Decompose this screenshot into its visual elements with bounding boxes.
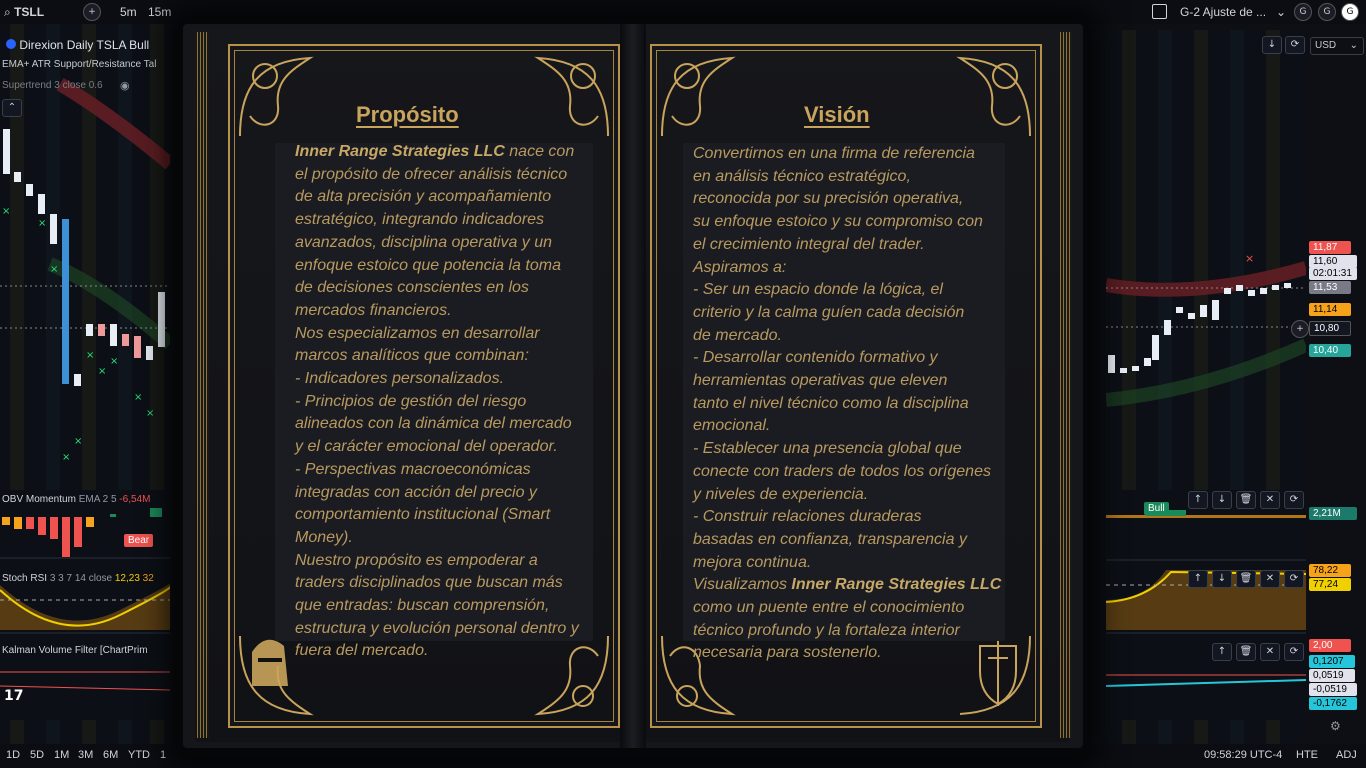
right-text-line [693, 279, 1005, 302]
obv-pane-title[interactable]: OBV Momentum EMA 2 5 -6,54M [2, 494, 151, 505]
line-text: técnico profundo y la fortaleza interior [693, 621, 960, 639]
left-text-line [295, 345, 595, 368]
instrument-title[interactable]: Direxion Daily TSLA Bull [6, 38, 149, 52]
price-tag-orange: 11,14 [1309, 303, 1351, 316]
line-text: avanzados, disciplina operativa y un [295, 233, 553, 251]
interval-15m[interactable]: 15m [148, 5, 172, 19]
book-spine [620, 24, 646, 748]
left-text-line [295, 482, 595, 505]
range-1m[interactable]: 1M [54, 749, 70, 761]
price-tag-mid: 11,53 [1309, 281, 1351, 294]
vision-text [693, 143, 1005, 665]
right-text-line [693, 188, 1005, 211]
line-text: - Construir relaciones duraderas [693, 508, 922, 526]
left-text-line [295, 595, 595, 618]
line-text: - Desarrollar contenido formativo y [693, 349, 938, 367]
left-text-line [295, 550, 595, 573]
kalman-pane-title[interactable]: Kalman Volume Filter [ChartPrim [2, 645, 148, 656]
right-text-line [693, 347, 1005, 370]
layout-select[interactable]: G-2 Ajuste de ... [1180, 5, 1267, 19]
stoch-move-down-icon[interactable]: ↓ [1212, 570, 1232, 588]
line-text: - Establecer una presencia global que [693, 440, 962, 458]
range-more[interactable]: 1 [160, 749, 167, 761]
right-text-line [693, 211, 1005, 234]
line-text: emocional. [693, 417, 771, 435]
line-text: Aspiramos a: [693, 258, 787, 276]
line-text: Convertirnos en una firma de referencia [693, 145, 975, 162]
svg-text:×: × [98, 366, 107, 377]
left-text-line [295, 368, 595, 391]
move-down-icon[interactable]: ↓ [1212, 491, 1232, 509]
vision-heading: Visión [804, 102, 870, 127]
layout-chevron-icon[interactable]: ⌄ [1276, 5, 1287, 19]
line-text: mercados financieros. [295, 301, 452, 319]
left-text-line [295, 323, 595, 346]
left-text-line [295, 255, 595, 278]
line-text: mejora continua. [693, 553, 812, 571]
eye-icon[interactable]: ◉ [120, 79, 130, 92]
trash-icon[interactable]: 🗑 [1236, 491, 1256, 509]
line-text: y niveles de experiencia. [693, 485, 869, 503]
right-text-line [693, 302, 1005, 325]
right-text-line [693, 461, 1005, 484]
right-text-line [693, 166, 1005, 189]
left-text-line [295, 300, 595, 323]
right-text-line [693, 393, 1005, 416]
line-text: estratégico, integrando indicadores [295, 211, 545, 229]
interval-5m[interactable]: 5m [120, 5, 137, 19]
knight-helmet-icon [252, 640, 288, 686]
search-icon: ⌕ [4, 5, 11, 19]
line-text: nace con [504, 143, 575, 160]
range-1d[interactable]: 1D [6, 749, 21, 761]
price-tag-high: 11,87 [1309, 241, 1351, 254]
left-text-line [295, 164, 595, 187]
stoch-move-up-icon[interactable]: ↑ [1188, 570, 1208, 588]
kalman-tag-1: 2,00 [1309, 639, 1351, 652]
line-text: y el carácter emocional del operador. [295, 438, 558, 456]
move-up-icon[interactable]: ↑ [1188, 491, 1208, 509]
kalman-tag-4: -0,0519 [1309, 683, 1357, 696]
instrument-logo-icon [6, 39, 16, 49]
kalman-tag-3: 0,0519 [1309, 669, 1355, 682]
purpose-heading: Propósito [356, 102, 459, 127]
range-5d[interactable]: 5D [30, 749, 45, 761]
chevron-down-icon: ⌄ [1349, 40, 1358, 51]
range-6m[interactable]: 6M [103, 749, 119, 761]
line-text: Money). [295, 528, 353, 546]
line-text: - Perspectivas macroeconómicas [295, 460, 531, 478]
right-text-line [693, 552, 1005, 575]
svg-text:×: × [38, 218, 47, 229]
stoch-tag-d: 77,24 [1309, 578, 1351, 591]
avatar-1[interactable]: G [1294, 3, 1312, 21]
line-text: el propósito de ofrecer análisis técnico [295, 165, 568, 183]
line-text: reconocida por su precisión operativa, [693, 190, 964, 208]
kalman-collapse-icon[interactable]: ✕ [1260, 643, 1280, 661]
right-text-line [693, 325, 1005, 348]
purpose-text [295, 141, 595, 663]
svg-text:×: × [146, 408, 155, 419]
compare-add-icon[interactable]: + [83, 3, 101, 21]
line-text: conecte con traders de todos los orígenes [693, 462, 991, 480]
line-text: que entradas: buscan comprensión, [295, 597, 550, 615]
adjust-toggle[interactable]: ADJ [1336, 749, 1357, 761]
left-text-line [295, 209, 595, 232]
company-name: Inner Range Strategies LLC [295, 143, 505, 160]
currency-select[interactable]: USD ⌄ [1310, 37, 1364, 55]
left-text-line [295, 640, 595, 663]
line-text: el crecimiento integral del trader. [693, 235, 925, 253]
line-text: de decisiones conscientes en los [295, 279, 529, 297]
stoch-collapse-icon[interactable]: ✕ [1260, 570, 1280, 588]
stoch-trash-icon[interactable]: 🗑 [1236, 570, 1256, 588]
svg-text:×: × [2, 206, 11, 217]
kalman-tag-2: 0,1207 [1309, 655, 1355, 668]
company-name: Inner Range Strategies LLC [791, 576, 1002, 594]
right-text-line [693, 415, 1005, 438]
collapse-chevron-icon[interactable]: ⌃ [2, 99, 22, 117]
line-text: Nuestro propósito es empoderar a [295, 551, 538, 569]
symbol-search[interactable]: ⌕ TSLL [4, 5, 45, 19]
line-text: como un puente entre el conocimiento [693, 599, 965, 617]
right-text-line [693, 574, 1005, 597]
add-alert-plus-icon[interactable]: + [1291, 320, 1309, 338]
line-text: criterio y la calma guíen cada decisión [693, 303, 965, 321]
svg-text:×: × [74, 436, 83, 447]
left-text-line [295, 618, 595, 641]
line-text: traders disciplinados que buscan más [295, 574, 563, 592]
right-indicator-panes [1106, 490, 1306, 720]
right-text-line [693, 234, 1005, 257]
left-text-line [295, 436, 595, 459]
price-tag-crosshair: 10,80 [1309, 321, 1351, 336]
right-text-line [693, 484, 1005, 507]
avatar-2[interactable]: G [1318, 3, 1336, 21]
stoch-tag-k: 78,22 [1309, 564, 1351, 577]
line-text: estructura y evolución personal dentro y [295, 619, 579, 637]
bull-label: Bull [1144, 502, 1169, 515]
left-text-line [295, 232, 595, 255]
indicator-supertrend[interactable]: Supertrend 3 close 0.6 [2, 80, 103, 91]
kalman-tag-5: -0,1762 [1309, 697, 1357, 710]
indicator-ema-atr[interactable]: EMA+ ATR Support/Resistance Tal [2, 59, 157, 70]
line-text: basadas en confianza, transparencia y [693, 530, 967, 548]
left-text-line [295, 391, 595, 414]
line-text: marcos analíticos que combinan: [295, 347, 529, 365]
line-prefix: Visualizamos [693, 576, 792, 594]
arrow-down-icon[interactable]: ↓ [1262, 36, 1282, 54]
session-toggle[interactable]: HTE [1296, 749, 1318, 761]
line-text: de mercado. [693, 326, 782, 344]
line-text: su enfoque estoico y su compromiso con [693, 213, 983, 231]
right-text-line [693, 370, 1005, 393]
countdown-tag: 02:01:31 [1309, 267, 1357, 280]
avatar-3[interactable]: G [1341, 3, 1359, 21]
layout-square-icon[interactable] [1152, 4, 1167, 19]
line-text: comportamiento institucional (Smart [295, 506, 551, 524]
stoch-rsi-pane-title[interactable]: Stoch RSI 3 3 7 14 close 12,23 32 [2, 573, 154, 584]
line-text: Nos especializamos en desarrollar [295, 324, 540, 342]
kalman-move-up-icon[interactable]: ↑ [1212, 643, 1232, 661]
left-text-line [295, 141, 595, 164]
line-text: integradas con acción del precio y [295, 483, 537, 501]
price-tag-support: 10,40 [1309, 344, 1351, 357]
left-text-line [295, 186, 595, 209]
left-text-line [295, 413, 595, 436]
line-text: alineados con la dinámica del mercado [295, 415, 572, 433]
left-text-line [295, 277, 595, 300]
line-text: - Indicadores personalizados. [295, 370, 505, 388]
line-text: fuera del mercado. [295, 642, 429, 660]
svg-text:×: × [110, 356, 119, 367]
right-text-line [693, 506, 1005, 529]
tradingview-logo-icon: 17 [4, 688, 24, 704]
svg-text:×: × [134, 392, 143, 403]
right-text-line [693, 438, 1005, 461]
range-ytd[interactable]: YTD [128, 749, 150, 761]
svg-text:×: × [1245, 252, 1255, 265]
page-edges-left [197, 32, 209, 738]
obv-value-tag: 2,21M [1309, 507, 1357, 520]
right-text-line [693, 257, 1005, 280]
line-text: necesaria para sostenerlo. [693, 644, 882, 662]
stoch-maximize-icon[interactable]: ⟳ [1284, 570, 1304, 588]
bear-label: Bear [124, 534, 153, 547]
page-edges-right [1060, 32, 1072, 738]
line-text: de alta precisión y acompañamiento [295, 188, 552, 206]
left-indicator-panes [0, 490, 170, 720]
left-text-line [295, 527, 595, 550]
range-3m[interactable]: 3M [78, 749, 94, 761]
left-text-line [295, 572, 595, 595]
svg-text:×: × [86, 350, 95, 361]
collapse-icon[interactable]: ✕ [1260, 491, 1280, 509]
line-text: herramientas operativas que eleven [693, 372, 948, 390]
right-text-line [693, 143, 1005, 166]
left-text-line [295, 459, 595, 482]
left-text-line [295, 504, 595, 527]
kalman-trash-icon[interactable]: 🗑 [1236, 643, 1256, 661]
svg-text:×: × [50, 264, 59, 275]
kalman-maximize-icon[interactable]: ⟳ [1284, 643, 1304, 661]
price-tag-current: 11,60 [1309, 255, 1357, 268]
right-text-line [693, 597, 1005, 620]
line-text: - Ser un espacio donde la lógica, el [693, 281, 943, 299]
line-text: enfoque estoico que potencia la toma [295, 256, 561, 274]
right-text-line [693, 620, 1005, 643]
gear-icon[interactable]: ⚙ [1330, 719, 1341, 733]
right-text-line [693, 529, 1005, 552]
clock-timezone[interactable]: 09:58:29 UTC-4 [1204, 749, 1283, 761]
line-text: tanto el nivel técnico como la disciplina [693, 394, 969, 412]
svg-text:×: × [62, 452, 71, 463]
maximize-icon[interactable]: ⟳ [1284, 491, 1304, 509]
refresh-icon[interactable]: ⟳ [1285, 36, 1305, 54]
right-text-line [693, 642, 1005, 665]
line-text: - Principios de gestión del riesgo [295, 392, 527, 410]
line-text: en análisis técnico estratégico, [693, 167, 911, 185]
